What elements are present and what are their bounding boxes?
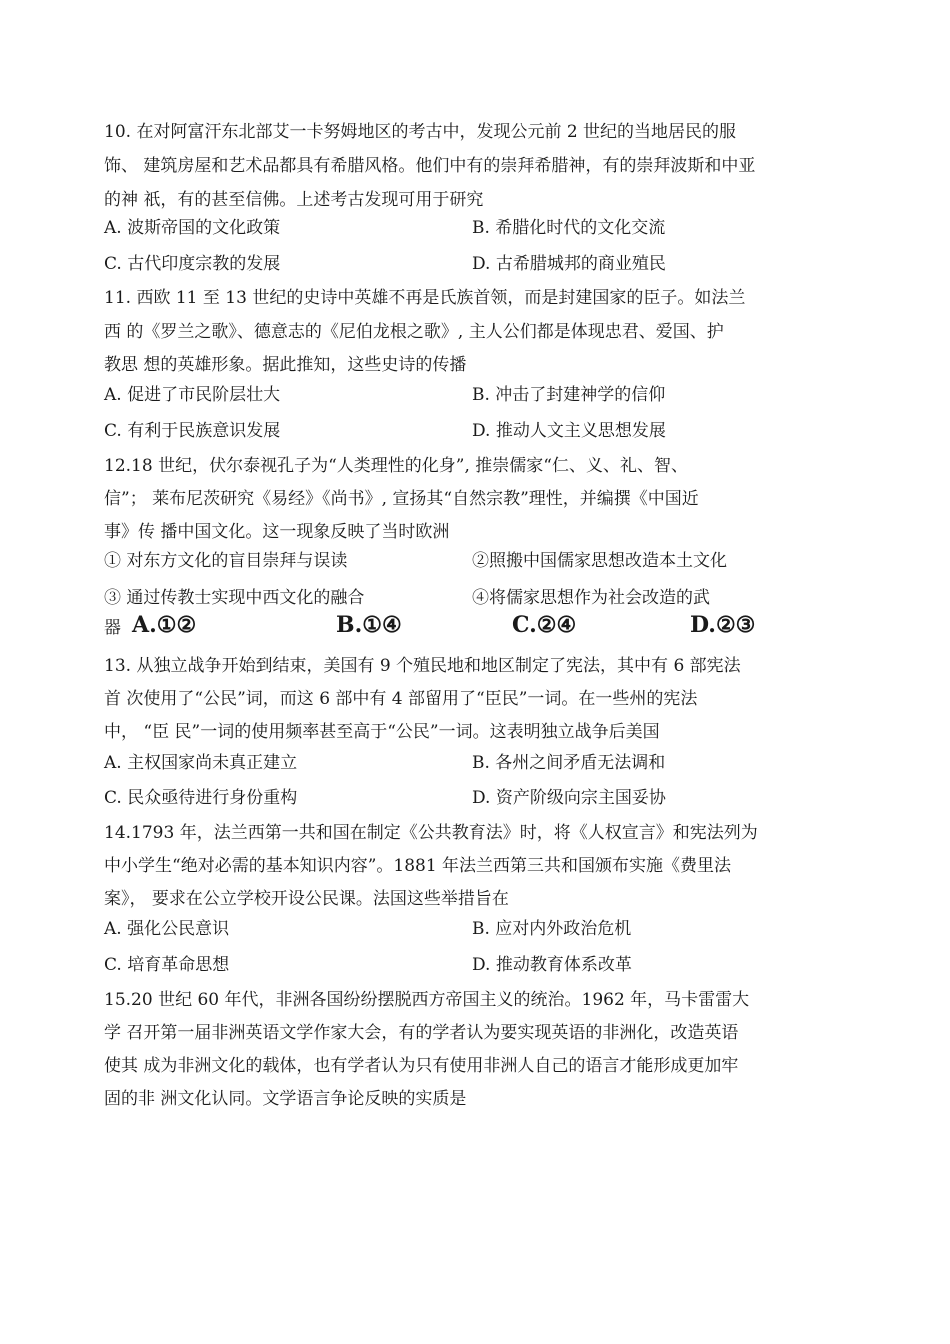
q11-option-d: D. 推动人文主义思想发展	[472, 421, 666, 441]
q12-line-1: 12.18 世纪，伏尔泰视孔子为“人类理性的化身”, 推崇儒家“仁、义、礼、智、	[104, 456, 688, 476]
q10-option-c: C. 古代印度宗教的发展	[104, 254, 281, 274]
q12-line-2: 信”； 莱布尼茨研究《易经》《尚书》, 宣扬其“自然宗教”理性，并编撰《中国近	[104, 489, 699, 509]
q15-line-4: 固的非 洲文化认同。文学语言争论反映的实质是	[104, 1089, 467, 1109]
q14-option-d: D. 推动教育体系改革	[472, 955, 632, 975]
q13-option-a: A. 主权国家尚未真正建立	[104, 753, 298, 773]
q12-option-b: B.①④	[336, 612, 402, 638]
q11-line-3: 教思 想的英雄形象。据此推知，这些史诗的传播	[104, 355, 467, 375]
q15-line-3: 使其 成为非洲文化的载体，也有学者认为只有使用非洲人自己的语言才能形成更加牢	[104, 1056, 739, 1076]
q10-option-a: A. 波斯帝国的文化政策	[104, 218, 281, 238]
q14-option-a: A. 强化公民意识	[104, 919, 230, 939]
q13-line-2: 首 次使用了“公民”词，而这 6 部中有 4 部留用了“臣民”一词。在一些州的宪法	[104, 689, 698, 709]
q13-option-c: C. 民众亟待进行身份重构	[104, 788, 298, 808]
q14-option-c: C. 培育革命思想	[104, 955, 230, 975]
q15-line-1: 15.20 世纪 60 年代，非洲各国纷纷摆脱西方帝国主义的统治。1962 年，马卡雷雷大	[104, 990, 750, 1010]
q12-item-2: ②照搬中国儒家思想改造本土文化	[472, 551, 727, 571]
q13-line-1: 13. 从独立战争开始到结束，美国有 9 个殖民地和地区制定了宪法，其中有 6 部宪法	[104, 656, 741, 676]
q13-line-3: 中， “臣 民”一词的使用频率甚至高于“公民”一词。这表明独立战争后美国	[104, 722, 660, 742]
q14-line-1: 14.1793 年，法兰西第一共和国在制定《公共教育法》时，将《人权宣言》和宪法列为	[104, 823, 758, 843]
q12-option-c: C.②④	[512, 612, 577, 638]
q14-option-b: B. 应对内外政治危机	[472, 919, 632, 939]
q12-option-a: A.①②	[132, 612, 197, 638]
q13-option-b: B. 各州之间矛盾无法调和	[472, 753, 666, 773]
q10-line-3: 的神 祇，有的甚至信佛。上述考古发现可用于研究	[104, 190, 484, 210]
q12-item-3: ③ 通过传教士实现中西文化的融合	[104, 588, 365, 608]
q11-option-c: C. 有利于民族意识发展	[104, 421, 281, 441]
q12-item-4: ④将儒家思想作为社会改造的武	[472, 588, 710, 608]
q11-option-a: A. 促进了市民阶层壮大	[104, 385, 281, 405]
q12-line-3: 事》传 播中国文化。这一现象反映了当时欧洲	[104, 522, 450, 542]
q12-item-4-tail: 器	[104, 618, 121, 638]
q13-option-d: D. 资产阶级向宗主国妥协	[472, 788, 666, 808]
q10-line-2: 饰、 建筑房屋和艺术品都具有希腊风格。他们中有的崇拜希腊神，有的崇拜波斯和中亚	[104, 156, 756, 176]
q11-line-1: 11. 西欧 11 至 13 世纪的史诗中英雄不再是氏族首领，而是封建国家的臣子。如法兰	[104, 288, 746, 308]
q10-option-d: D. 古希腊城邦的商业殖民	[472, 254, 666, 274]
q14-line-2: 中小学生“绝对必需的基本知识内容”。1881 年法兰西第三共和国颁布实施《费里法	[104, 856, 732, 876]
q11-option-b: B. 冲击了封建神学的信仰	[472, 385, 666, 405]
q15-line-2: 学 召开第一届非洲英语文学作家大会，有的学者认为要实现英语的非洲化，改造英语	[104, 1023, 739, 1043]
q14-line-3: 案》， 要求在公立学校开设公民课。法国这些举措旨在	[104, 889, 509, 909]
q10-line-1: 10. 在对阿富汗东北部艾一卡努姆地区的考古中，发现公元前 2 世纪的当地居民的服	[104, 122, 737, 142]
q11-line-2: 西 的《罗兰之歌》、德意志的《尼伯龙根之歌》, 主人公们都是体现忠君、爱国、护	[104, 322, 724, 342]
q10-option-b: B. 希腊化时代的文化交流	[472, 218, 666, 238]
q12-item-1: ① 对东方文化的盲目崇拜与误读	[104, 551, 348, 571]
q12-option-d: D.②③	[690, 612, 756, 638]
